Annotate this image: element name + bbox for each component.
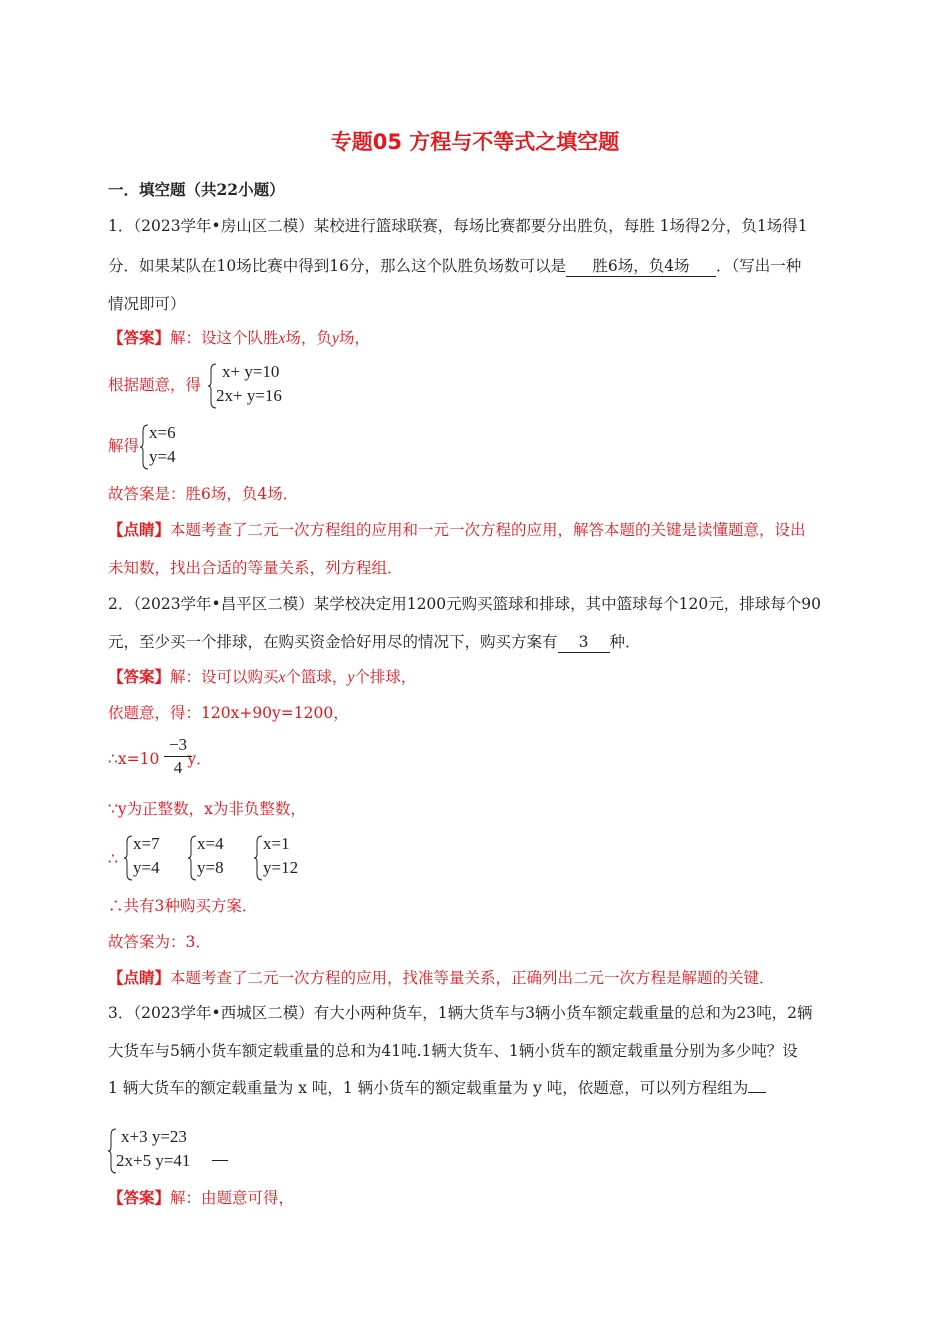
q3-sys-eq2: 2x+5 y=41 xyxy=(116,1151,191,1170)
q2-fraction-denominator: 4 xyxy=(173,758,183,777)
q3-blank-tail xyxy=(212,1160,228,1161)
q2-stem-line1: 2．（2023学年•昌平区二模）某学校决定用1200元购买篮球和排球，其中篮球每个120元，排球每个90 xyxy=(108,595,821,613)
q1-answer-line1 xyxy=(108,328,370,349)
q1-comment-tag: 【点睛】 xyxy=(108,520,171,539)
q1-var-y: y xyxy=(331,330,339,347)
q1-sys2-eq1: x=6 xyxy=(149,423,176,442)
q1-sys2-eq2: y=4 xyxy=(149,447,176,466)
q2-answer-line2: 依题意，得：120x+90y=1200， xyxy=(108,704,349,722)
q2-fraction xyxy=(164,734,192,779)
q2-sol2-eq1: x=4 xyxy=(197,834,224,853)
q1-answer-tag: 【答案】 xyxy=(108,328,171,347)
q2-answer-line7: 故答案为：3． xyxy=(108,933,211,951)
q2-answer-text-a: 解：设可以购买 xyxy=(170,668,279,686)
q2-answer-text-b: 个篮球， xyxy=(285,668,348,686)
q2-answer-text-c: 个排球， xyxy=(354,668,417,686)
q1-stem-line2-post: ．（写出一种 xyxy=(715,257,802,275)
q2-answer-line6: ∴共有3种购买方案． xyxy=(108,897,258,915)
q3-answer-tag: 【答案】 xyxy=(108,1188,171,1207)
q2-sol3-eq1: x=1 xyxy=(263,834,290,853)
q2-answer-line3-post: y． xyxy=(187,750,212,768)
q1-answer-text-b: 场，负 xyxy=(285,329,332,347)
q3-equation-system xyxy=(108,1127,238,1175)
q2-solution-1 xyxy=(124,834,180,882)
q3-stem-line3-text: 1 辆大货车的额定载重量为 x 吨，1 辆小货车的额定载重量为 y 吨，依题意，可以列方程组为 xyxy=(108,1079,749,1097)
q2-answer-line1 xyxy=(108,667,416,688)
q2-stem-line2-pre: 元，至少买一个排球，在购买资金恰好用尽的情况下，购买方案有 xyxy=(108,633,558,651)
q1-answer-line2: 根据题意，得 xyxy=(108,376,202,394)
q1-equation-system-1 xyxy=(208,362,318,410)
q1-comment-line2: 未知数，找出合适的等量关系，列方程组． xyxy=(108,559,403,577)
q1-answer-line3: 解得 xyxy=(108,437,140,455)
q1-comment-text: 本题考查了二元一次方程组的应用和一元一次方程的应用，解答本题的关键是读懂题意，设出 xyxy=(170,521,806,539)
q2-answer-line4: ∵y为正整数，x为非负整数， xyxy=(108,800,306,818)
q3-stem-line1: 3．（2023学年•西城区二模）有大小两种货车，1辆大货车与3辆小货车额定载重量的总和为23吨，2辆 xyxy=(108,1004,813,1022)
q1-answer-text-a: 解：设这个队胜 xyxy=(170,329,279,347)
q2-solution-3 xyxy=(254,834,320,882)
q2-answer-tag: 【答案】 xyxy=(108,667,171,686)
q2-solution-2 xyxy=(188,834,244,882)
q2-stem-line2 xyxy=(108,632,641,653)
q1-answer-line4: 故答案是：胜6场，负4场． xyxy=(108,485,299,503)
q2-comment-text: 本题考查了二元一次方程的应用，找准等量关系，正确列出二元一次方程是解题的关键． xyxy=(170,969,775,987)
q2-sol1-eq2: y=4 xyxy=(133,858,160,877)
q1-stem-line1: 1．（2023学年•房山区二模）某校进行篮球联赛，每场比赛都要分出胜负，每胜 1场得2分，负1场得1 xyxy=(108,217,808,235)
q1-comment-line1 xyxy=(108,520,806,540)
q2-therefore-symbol: ∴ xyxy=(108,850,118,868)
q1-sys1-eq1: x+ y=10 xyxy=(222,362,280,381)
q1-var-x: x xyxy=(278,330,286,347)
q2-fraction-numerator: −3 xyxy=(164,734,192,757)
q1-stem-line2 xyxy=(108,256,801,277)
q3-stem-line2: 大货车与5辆小货车额定载重量的总和为41吨.1辆大货车、1辆小货车的额定载重量分别为多少吨？设 xyxy=(108,1042,798,1060)
q2-comment-line1 xyxy=(108,968,775,988)
q2-answer-line3-pre: ∴x=10 xyxy=(108,750,160,768)
q1-answer-blank: 胜6场，负4场 xyxy=(566,256,716,277)
q1-answer-text-c: 场， xyxy=(338,329,370,347)
q3-answer-line1 xyxy=(108,1188,294,1208)
document-title: 专题05 方程与不等式之填空题 xyxy=(330,130,620,154)
q3-answer-text: 解：由题意可得， xyxy=(170,1189,295,1207)
q3-sys-eq1: x+3 y=23 xyxy=(121,1127,187,1146)
q2-sol3-eq2: y=12 xyxy=(263,858,299,877)
q1-stem-line3: 情况即可） xyxy=(108,295,186,313)
section-heading: 一．填空题（共22小题） xyxy=(108,180,285,199)
q2-var-x: x xyxy=(278,669,286,686)
q1-sys1-eq2: 2x+ y=16 xyxy=(216,386,282,405)
q2-answer-blank: 3 xyxy=(558,632,610,653)
q2-var-y: y xyxy=(347,669,355,686)
q1-stem-line2-pre: 分．如果某队在10场比赛中得到16分，那么这个队胜负场数可以是 xyxy=(108,257,566,275)
q2-sol1-eq1: x=7 xyxy=(133,834,160,853)
q2-comment-tag: 【点睛】 xyxy=(108,968,171,987)
q3-stem-line3 xyxy=(108,1078,766,1098)
q2-stem-line2-post: 种． xyxy=(609,633,641,651)
q1-equation-system-2 xyxy=(140,423,200,471)
q2-answer-line3 xyxy=(108,749,212,769)
q2-sol2-eq2: y=8 xyxy=(197,858,224,877)
